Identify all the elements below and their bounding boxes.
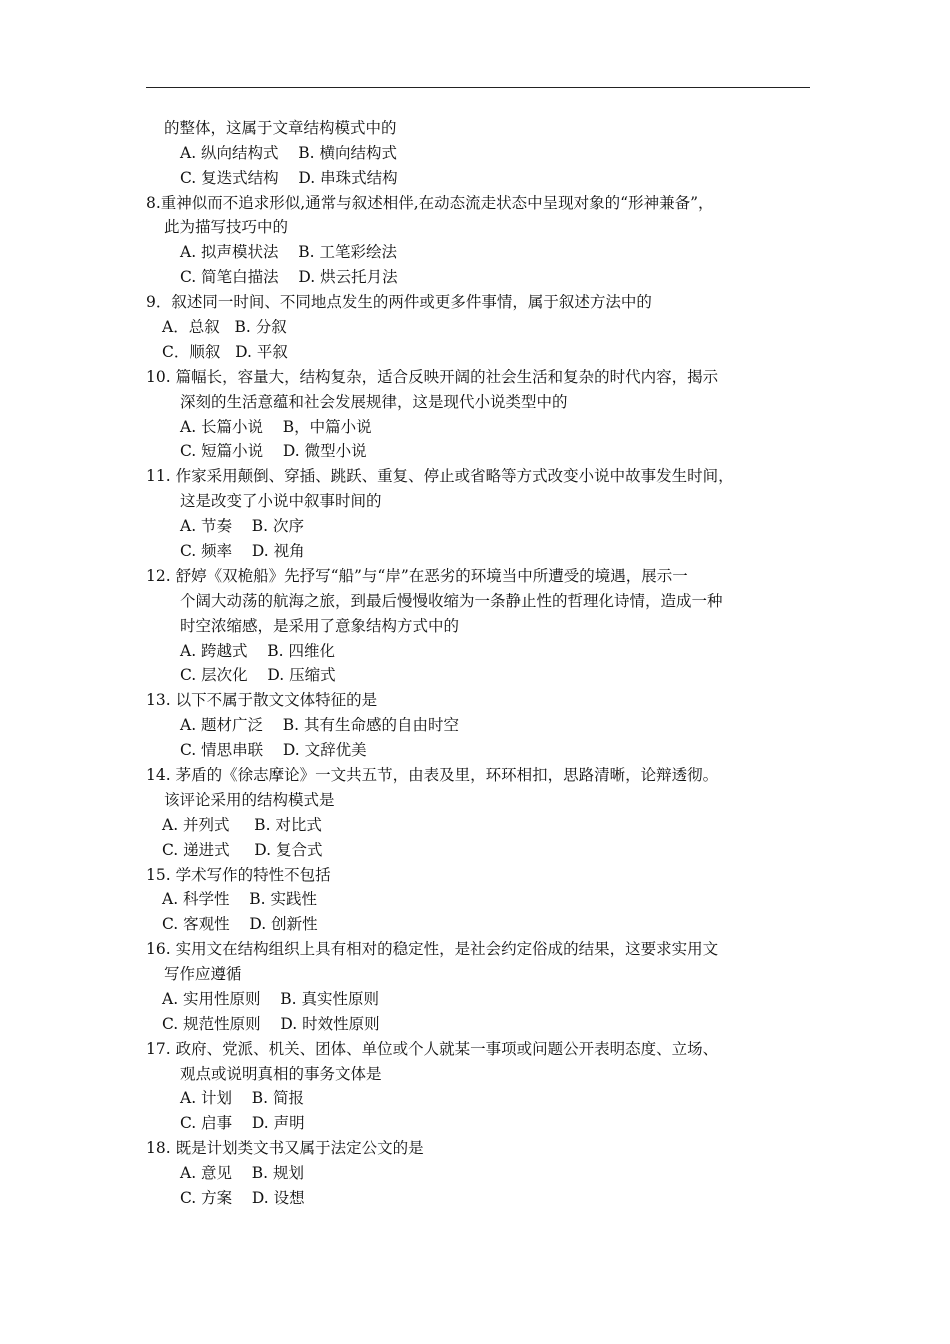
question-16-options-ab: A. 实用性原则 B. 真实性原则: [162, 990, 380, 1008]
header-rule: [146, 87, 810, 88]
question-16-stem-continued: 写作应遵循: [164, 965, 242, 983]
question-7-options-cd: C. 复迭式结构 D. 串珠式结构: [180, 169, 398, 187]
question-13-options-ab: A. 题材广泛 B. 其有生命感的自由时空: [180, 716, 460, 734]
question-9-options-cd: C．顺叙 D. 平叙: [162, 343, 288, 361]
question-10-stem: 10. 篇幅长，容量大，结构复杂，适合反映开阔的社会生活和复杂的时代内容，揭示: [146, 368, 719, 386]
question-11-stem: 11. 作家采用颠倒、穿插、跳跃、重复、停止或省略等方式改变小说中故事发生时间，: [146, 467, 734, 485]
question-13-stem: 13. 以下不属于散文文体特征的是: [146, 691, 378, 709]
question-12-stem-continued: 时空浓缩感，是采用了意象结构方式中的: [180, 617, 460, 635]
question-10-options-cd: C. 短篇小说 D. 微型小说: [180, 442, 367, 460]
question-15-options-ab: A. 科学性 B. 实践性: [162, 890, 318, 908]
question-14-stem-continued: 该评论采用的结构模式是: [164, 791, 335, 809]
question-17-stem-continued: 观点或说明真相的事务文体是: [180, 1065, 382, 1083]
question-15-stem: 15. 学术写作的特性不包括: [146, 866, 331, 884]
question-14-stem: 14. 茅盾的《徐志摩论》一文共五节，由表及里，环环相扣，思路清晰，论辩透彻。: [146, 766, 719, 784]
question-14-options-cd: C. 递进式 D. 复合式: [162, 841, 323, 859]
question-16-stem: 16. 实用文在结构组织上具有相对的稳定性，是社会约定俗成的结果，这要求实用文: [146, 940, 719, 958]
question-18-options-cd: C. 方案 D. 设想: [180, 1189, 305, 1207]
question-14-options-ab: A. 并列式 B. 对比式: [162, 816, 322, 834]
question-9-options-ab: A．总叙 B. 分叙: [162, 318, 287, 336]
question-8-options-ab: A. 拟声模状法 B. 工笔彩绘法: [180, 243, 398, 261]
question-15-options-cd: C. 客观性 D. 创新性: [162, 915, 318, 933]
question-9-stem: 9．叙述同一时间、不同地点发生的两件或更多件事情，属于叙述方法中的: [146, 293, 652, 311]
question-11-stem-continued: 这是改变了小说中叙事时间的: [180, 492, 382, 510]
question-11-options-cd: C. 频率 D. 视角: [180, 542, 305, 560]
question-17-options-ab: A. 计划 B. 简报: [180, 1089, 305, 1107]
question-8-options-cd: C. 简笔白描法 D. 烘云托月法: [180, 268, 398, 286]
question-10-stem-continued: 深刻的生活意蕴和社会发展规律，这是现代小说类型中的: [180, 393, 568, 411]
question-17-options-cd: C. 启事 D. 声明: [180, 1114, 305, 1132]
question-8-stem-continued: 此为描写技巧中的: [164, 218, 289, 236]
question-8-stem: 8.重神似而不追求形似,通常与叙述相伴,在动态流走状态中呈现对象的“形神兼备”，: [146, 194, 714, 212]
question-7-options-ab: A. 纵向结构式 B. 横向结构式: [180, 144, 398, 162]
question-12-stem: 12. 舒婷《双桅船》先抒写“船”与“岸”在恶劣的环境当中所遭受的境遇，展示一: [146, 567, 688, 585]
question-13-options-cd: C. 情思串联 D. 文辞优美: [180, 741, 367, 759]
question-10-options-ab: A. 长篇小说 B，中篇小说: [180, 418, 372, 436]
question-17-stem: 17. 政府、党派、机关、团体、单位或个人就某一事项或问题公开表明态度、立场、: [146, 1040, 719, 1058]
question-18-options-ab: A. 意见 B. 规划: [180, 1164, 305, 1182]
question-12-options-cd: C. 层次化 D. 压缩式: [180, 666, 336, 684]
question-12-stem-continued: 个阔大动荡的航海之旅，到最后慢慢收缩为一条静止性的哲理化诗情，造成一种: [180, 592, 723, 610]
question-12-options-ab: A. 跨越式 B. 四维化: [180, 642, 336, 660]
question-18-stem: 18. 既是计划类文书又属于法定公文的是: [146, 1139, 424, 1157]
question-16-options-cd: C. 规范性原则 D. 时效性原则: [162, 1015, 380, 1033]
question-11-options-ab: A. 节奏 B. 次序: [180, 517, 305, 535]
question-7-stem-continued: 的整体，这属于文章结构模式中的: [164, 119, 397, 137]
